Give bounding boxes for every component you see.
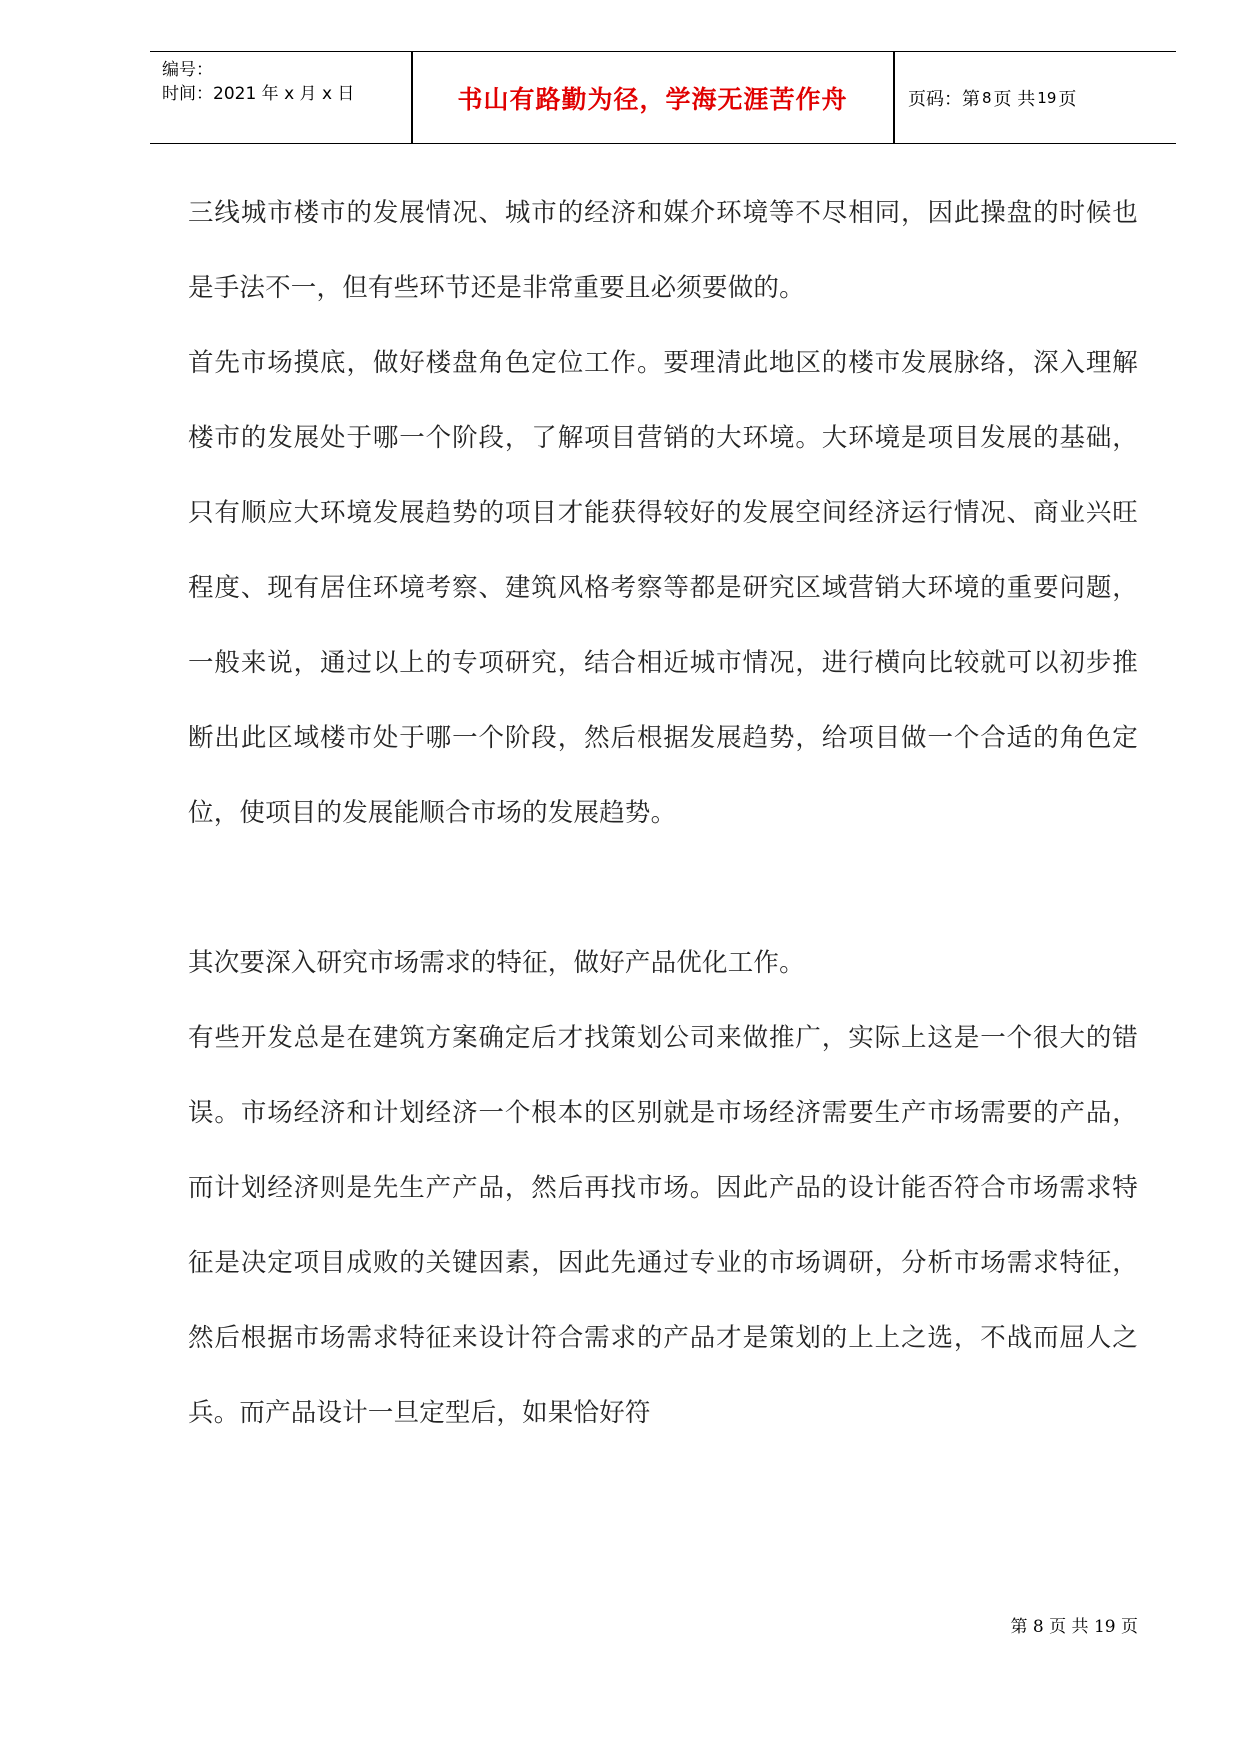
paragraph: 首先市场摸底，做好楼盘角色定位工作。要理清此地区的楼市发展脉络，深入理解楼市的发展处于哪一个阶段，了解项目营销的大环境。大环境是项目发展的基础，只有顺应大环境发展趋势的项目才能获得较好的发展空间经济运行情况、商业兴旺程度、现有居住环境考察、建筑风格考察等都是研究区域营销大环境的重要问题，一般来说，通过以上的专项研究，结合相近城市情况，进行横向比较就可以初步推断出此区域楼市处于哪一个阶段，然后根据发展趋势，给项目做一个合适的角色定位，使项目的发展能顺合市场的发展趋势。 bbox=[188, 348, 1138, 828]
paragraph: 三线城市楼市的发展情况、城市的经济和媒介环境等不尽相同，因此操盘的时候也是手法不一，但有些环节还是非常重要且必须要做的。 bbox=[188, 198, 1138, 303]
page-current: 8 bbox=[982, 88, 992, 107]
page-footer: 第 8 页 共 19 页 bbox=[1010, 1617, 1138, 1637]
page-suffix: 页 bbox=[1058, 88, 1077, 110]
paragraph: 有些开发总是在建筑方案确定后才找策划公司来做推广，实际上这是一个很大的错误。市场经济和计划经济一个根本的区别就是市场经济需要生产市场需要的产品，而计划经济则是先生产产品，然后再找市场。因此产品的设计能否符合市场需求特征是决定项目成败的关键因素，因此先通过专业的市场调研，分析市场需求特征，然后根据市场需求特征来设计符合需求的产品才是策划的上上之选，不战而屈人之兵。而产品设计一旦定型后，如果恰好符 bbox=[188, 1023, 1138, 1428]
header-page-info bbox=[894, 52, 1176, 143]
header-motto: 书山有路勤为径，学海无涯苦作舟 bbox=[457, 84, 848, 114]
document-body bbox=[188, 176, 1138, 1451]
page-mid: 页 共 bbox=[993, 88, 1036, 110]
paragraph: 其次要深入研究市场需求的特征，做好产品优化工作。 bbox=[188, 948, 805, 978]
page-total: 19 bbox=[1037, 88, 1057, 107]
page-prefix: 页码：第 bbox=[908, 88, 980, 110]
header-meta bbox=[150, 52, 411, 143]
serial-number-label: 编号： bbox=[162, 60, 213, 80]
page-header bbox=[150, 51, 1176, 144]
date-label: 时间：2021 年 x 月 x 日 bbox=[162, 84, 355, 104]
